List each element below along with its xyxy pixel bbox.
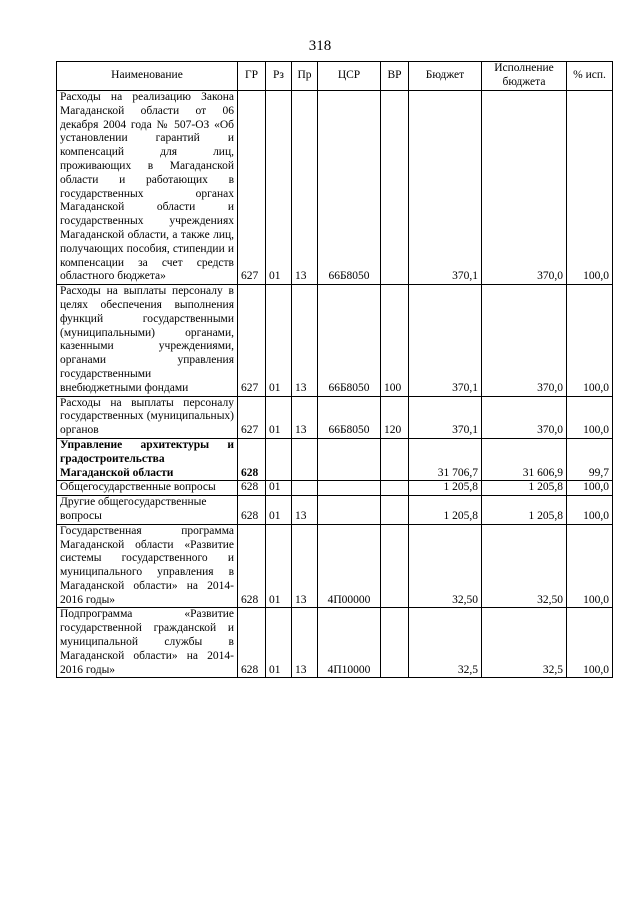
row-budget: 370,1 (409, 396, 482, 438)
row-percent: 100,0 (567, 396, 613, 438)
row-pr: 13 (292, 608, 318, 678)
row-rz (266, 438, 292, 480)
row-csr (318, 438, 381, 480)
table-row (57, 438, 613, 480)
row-gr: 628 (238, 608, 266, 678)
row-name: Расходы на выплаты персоналу государственных (муниципальных) органов (57, 396, 238, 438)
row-csr (318, 481, 381, 496)
row-vr (381, 496, 409, 525)
row-pr (292, 438, 318, 480)
row-execution: 370,0 (482, 396, 567, 438)
row-rz: 01 (266, 608, 292, 678)
row-execution: 32,50 (482, 524, 567, 608)
row-name: Управление архитектуры и градостроительства Магаданской области (57, 438, 238, 480)
row-name: Подпрограмма «Развитие государственной гражданской и муниципальной службы в Магаданской области» на 2014-2016 годы» (57, 608, 238, 678)
row-name: Расходы на реализацию Закона Магаданской области от 06 декабря 2004 года № 507-ОЗ «Об установлении гарантий и компенсаций для лиц, проживающих в Магаданской области и работающих в государственных органах Магаданской области и государственных учреждениях Магаданской области, а также лиц, получающих пособия, стипендии и компенсации за счет средств областного бюджета» (57, 91, 238, 285)
row-csr: 4П10000 (318, 608, 381, 678)
table-row (57, 285, 613, 396)
row-gr: 627 (238, 285, 266, 396)
table-row (57, 91, 613, 285)
row-csr: 66Б8050 (318, 91, 381, 285)
row-gr: 627 (238, 396, 266, 438)
header-vr: ВР (381, 62, 409, 91)
row-percent: 99,7 (567, 438, 613, 480)
table-row (57, 481, 613, 496)
header-csr: ЦСР (318, 62, 381, 91)
row-execution: 1 205,8 (482, 481, 567, 496)
row-percent: 100,0 (567, 481, 613, 496)
row-percent: 100,0 (567, 524, 613, 608)
row-rz: 01 (266, 91, 292, 285)
row-budget: 370,1 (409, 285, 482, 396)
row-budget: 370,1 (409, 91, 482, 285)
header-gr: ГР (238, 62, 266, 91)
row-percent: 100,0 (567, 91, 613, 285)
row-gr: 628 (238, 524, 266, 608)
row-execution: 32,5 (482, 608, 567, 678)
budget-execution-table (56, 61, 613, 678)
row-name: Общегосударственные вопросы (57, 481, 238, 496)
row-vr: 100 (381, 285, 409, 396)
row-budget: 1 205,8 (409, 496, 482, 525)
header-percent: % исп. (567, 62, 613, 91)
table-row (57, 608, 613, 678)
row-execution: 1 205,8 (482, 496, 567, 525)
row-execution: 370,0 (482, 285, 567, 396)
row-rz: 01 (266, 396, 292, 438)
row-execution: 31 606,9 (482, 438, 567, 480)
row-rz: 01 (266, 524, 292, 608)
header-budget: Бюджет (409, 62, 482, 91)
row-pr (292, 481, 318, 496)
row-csr: 66Б8050 (318, 396, 381, 438)
row-percent: 100,0 (567, 285, 613, 396)
header-name: Наименование (57, 62, 238, 91)
row-vr (381, 608, 409, 678)
row-budget: 32,50 (409, 524, 482, 608)
row-vr (381, 524, 409, 608)
page-number: 318 (308, 38, 332, 54)
row-gr: 628 (238, 481, 266, 496)
row-budget: 31 706,7 (409, 438, 482, 480)
row-percent: 100,0 (567, 608, 613, 678)
row-gr: 628 (238, 496, 266, 525)
row-execution: 370,0 (482, 91, 567, 285)
row-vr (381, 481, 409, 496)
row-csr (318, 496, 381, 525)
header-execution: Исполнение бюджета (482, 62, 567, 91)
row-name: Государственная программа Магаданской области «Развитие системы государственного и муниципального управления в Магаданской области» на 2014-2016 годы» (57, 524, 238, 608)
table-row (57, 396, 613, 438)
row-rz: 01 (266, 285, 292, 396)
row-budget: 1 205,8 (409, 481, 482, 496)
table-header (57, 62, 613, 91)
table-row (57, 496, 613, 525)
row-pr: 13 (292, 396, 318, 438)
row-name: Расходы на выплаты персоналу в целях обеспечения выполнения функций государственными (муниципальными) органами, казенными учреждениями, органами управления государственными внебюджетными фондами (57, 285, 238, 396)
table-body (57, 91, 613, 678)
row-pr: 13 (292, 285, 318, 396)
row-pr: 13 (292, 91, 318, 285)
row-csr: 4П00000 (318, 524, 381, 608)
row-rz: 01 (266, 496, 292, 525)
row-percent: 100,0 (567, 496, 613, 525)
row-gr: 628 (238, 438, 266, 480)
row-csr: 66Б8050 (318, 285, 381, 396)
row-vr (381, 91, 409, 285)
row-vr (381, 438, 409, 480)
row-pr: 13 (292, 524, 318, 608)
row-budget: 32,5 (409, 608, 482, 678)
row-pr: 13 (292, 496, 318, 525)
header-rz: Рз (266, 62, 292, 91)
table-row (57, 524, 613, 608)
row-gr: 627 (238, 91, 266, 285)
header-pr: Пр (292, 62, 318, 91)
row-rz: 01 (266, 481, 292, 496)
row-name: Другие общегосударственные вопросы (57, 496, 238, 525)
row-vr: 120 (381, 396, 409, 438)
